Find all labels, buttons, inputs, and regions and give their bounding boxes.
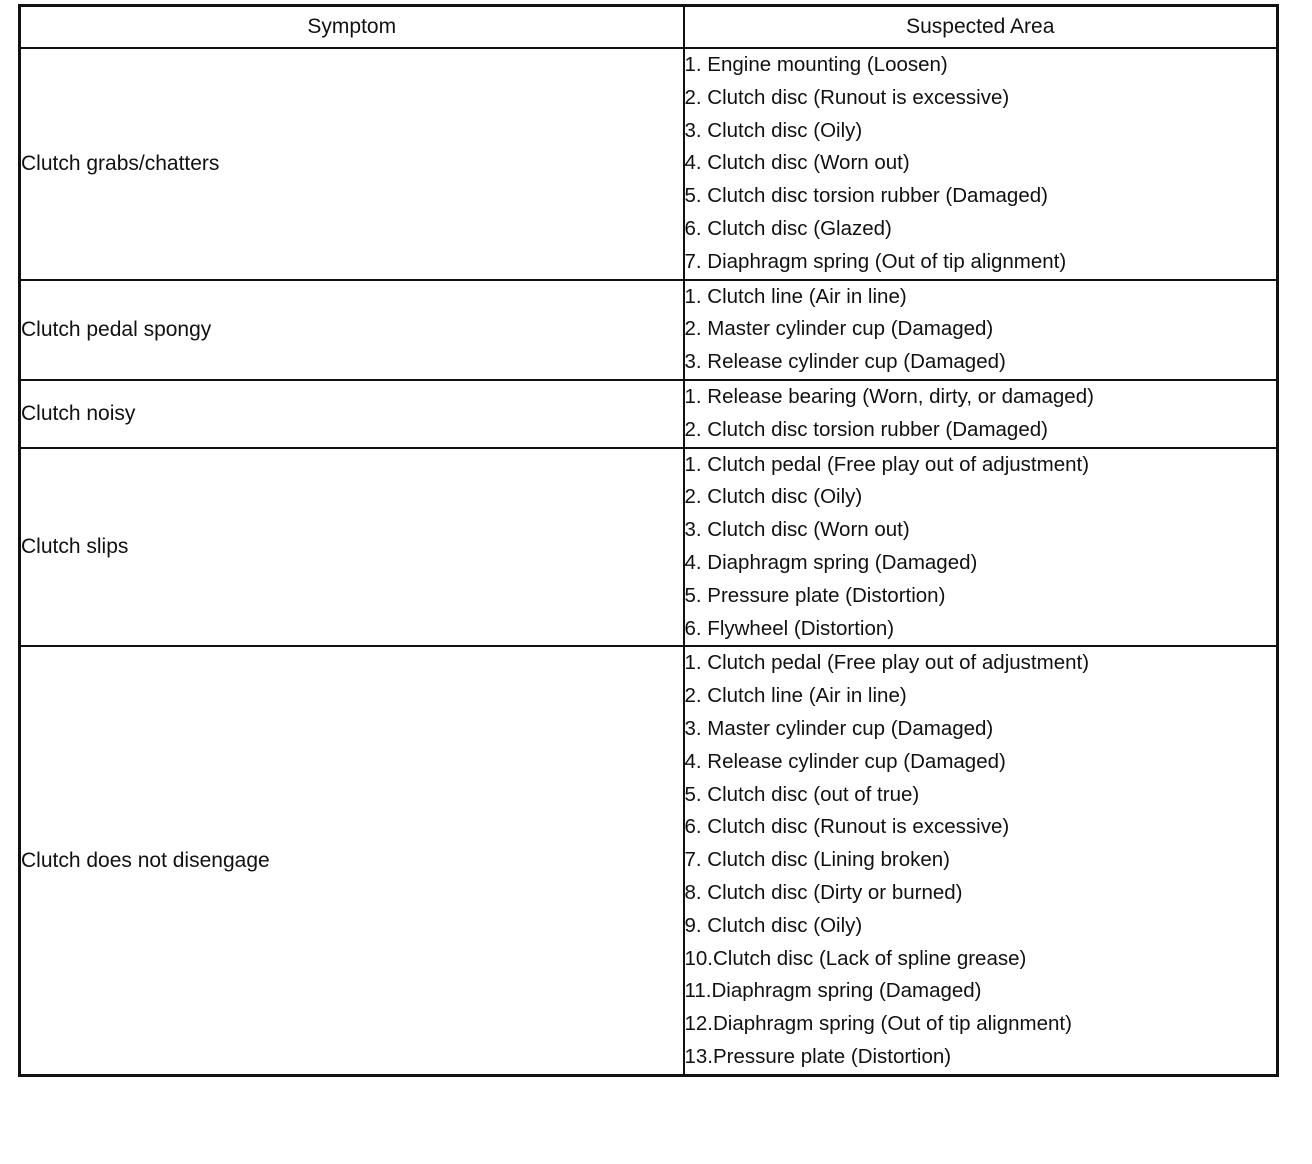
suspected-area-item: 1. Release bearing (Worn, dirty, or damaged) xyxy=(684,384,1094,408)
suspected-area-item: 4. Clutch disc (Worn out) xyxy=(684,151,910,175)
symptom-cell: Clutch grabs/chatters xyxy=(20,48,684,280)
suspected-area-item: 6. Clutch disc (Runout is excessive) xyxy=(684,815,1010,839)
table-body xyxy=(20,48,1278,1075)
symptom-cell: Clutch pedal spongy xyxy=(20,280,684,380)
suspected-area-item: 5. Clutch disc (out of true) xyxy=(684,782,920,806)
suspected-area-cell xyxy=(684,646,1278,1075)
troubleshooting-table xyxy=(18,4,1279,1077)
suspected-area-item: 4. Diaphragm spring (Damaged) xyxy=(684,550,978,574)
suspected-area-item: 3. Clutch disc (Worn out) xyxy=(684,518,910,542)
suspected-area-item: 11.Diaphragm spring (Damaged) xyxy=(684,979,982,1003)
suspected-area-item: 1. Clutch line (Air in line) xyxy=(684,284,907,308)
suspected-area-item: 10.Clutch disc (Lack of spline grease) xyxy=(684,946,1027,970)
symptom-cell: Clutch slips xyxy=(20,448,684,647)
suspected-area-item: 2. Master cylinder cup (Damaged) xyxy=(684,317,994,341)
suspected-area-item: 5. Clutch disc torsion rubber (Damaged) xyxy=(684,184,1048,208)
suspected-area-item: 7. Diaphragm spring (Out of tip alignment) xyxy=(684,249,1067,273)
suspected-area-item: 2. Clutch disc (Runout is excessive) xyxy=(684,85,1010,109)
header-row xyxy=(20,6,1278,49)
table-row xyxy=(20,646,1278,1075)
suspected-area-cell xyxy=(684,448,1278,647)
suspected-area-item: 4. Release cylinder cup (Damaged) xyxy=(684,749,1006,773)
symptom-cell: Clutch noisy xyxy=(20,380,684,448)
suspected-area-cell xyxy=(684,48,1278,280)
suspected-area-item: 3. Release cylinder cup (Damaged) xyxy=(684,350,1006,374)
suspected-area-item: 2. Clutch disc (Oily) xyxy=(684,485,863,509)
suspected-area-item: 1. Engine mounting (Loosen) xyxy=(684,53,948,76)
table-row xyxy=(20,380,1278,448)
suspected-area-cell xyxy=(684,380,1278,448)
suspected-area-item: 9. Clutch disc (Oily) xyxy=(684,913,863,937)
suspected-area-item: 1. Clutch pedal (Free play out of adjustment) xyxy=(684,452,1090,476)
suspected-area-item: 6. Flywheel (Distortion) xyxy=(684,616,895,640)
table-row xyxy=(20,48,1278,280)
suspected-area-item: 5. Pressure plate (Distortion) xyxy=(684,583,946,607)
symptom-cell: Clutch does not disengage xyxy=(20,646,684,1075)
header-suspected-area: Suspected Area xyxy=(684,6,1278,49)
suspected-area-item: 8. Clutch disc (Dirty or burned) xyxy=(684,880,963,904)
table-row xyxy=(20,280,1278,380)
suspected-area-cell xyxy=(684,280,1278,380)
suspected-area-item: 12.Diaphragm spring (Out of tip alignment) xyxy=(684,1012,1072,1036)
suspected-area-item: 2. Clutch disc torsion rubber (Damaged) xyxy=(684,417,1048,441)
suspected-area-item: 13.Pressure plate (Distortion) xyxy=(684,1044,952,1068)
table-row xyxy=(20,448,1278,647)
header-symptom: Symptom xyxy=(20,6,684,49)
suspected-area-item: 3. Master cylinder cup (Damaged) xyxy=(684,716,994,740)
suspected-area-item: 3. Clutch disc (Oily) xyxy=(684,118,863,142)
suspected-area-item: 1. Clutch pedal (Free play out of adjustment) xyxy=(684,651,1090,675)
suspected-area-item: 7. Clutch disc (Lining broken) xyxy=(684,848,950,872)
suspected-area-item: 6. Clutch disc (Glazed) xyxy=(684,216,892,240)
suspected-area-item: 2. Clutch line (Air in line) xyxy=(684,684,907,708)
